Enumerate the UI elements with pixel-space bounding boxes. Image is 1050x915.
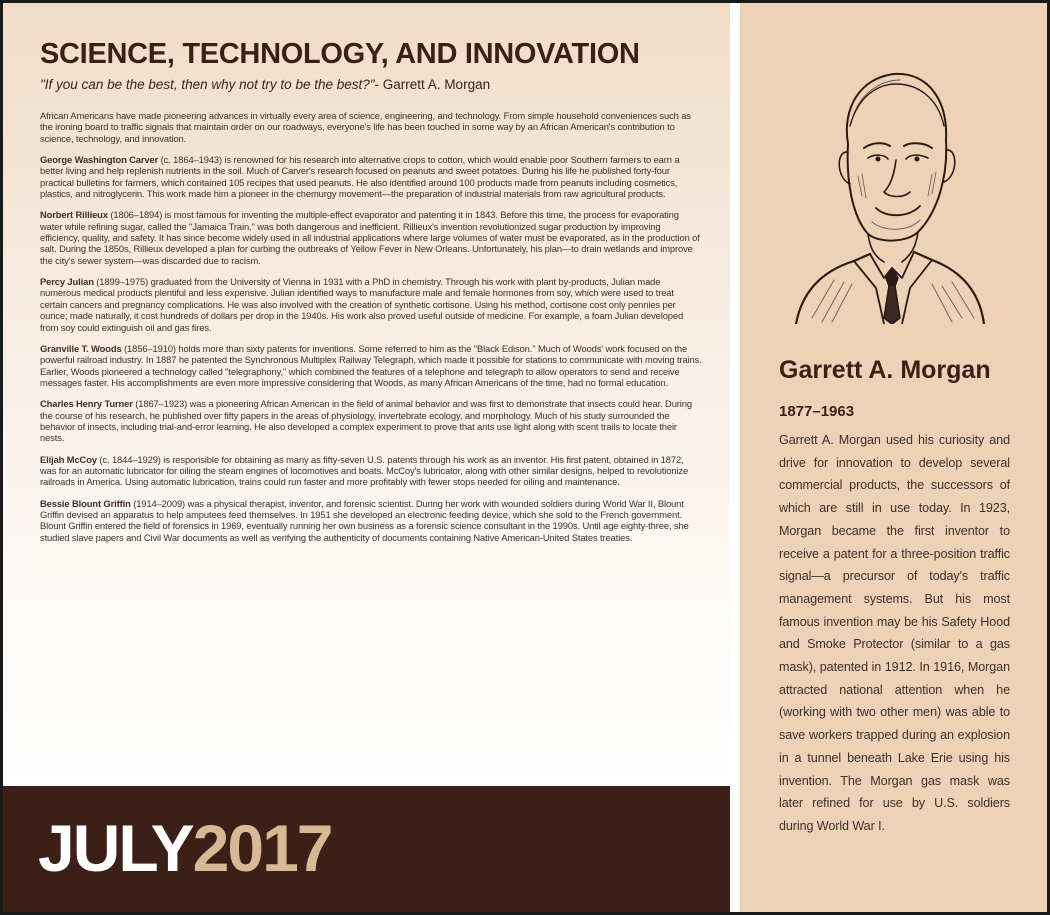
entry-rillieux	[40, 209, 702, 266]
entry-name: Norbert Rillieux	[40, 209, 108, 221]
sidebar-name: Garrett A. Morgan	[779, 356, 991, 384]
portrait-sketch-icon	[792, 56, 988, 324]
entry-turner	[40, 398, 702, 443]
sidebar-bio: Garrett A. Morgan used his curiosity and drive for innovation to develop several commercial products, the successors of which are still in use today. In 1923, Morgan became the first inventor to receive a patent for a three-position traffic signal—a precursor of today's traffic management systems. But his most famous invention may be his Safety Hood and Smoke Protector (similar to a gas mask), patented in 1912. In 1916, Morgan attracted national attention when he (working with two other men) was able to save workers trapped during an explosion in a tunnel beneath Lake Erie using his invention. The Morgan gas mask was later refined for use by U.S. soldiers during World War I.	[779, 433, 1010, 833]
article-body	[40, 110, 702, 553]
entry-name: Percy Julian	[40, 276, 94, 288]
month-year-title	[38, 808, 331, 888]
sidebar-years: 1877–1963	[779, 403, 855, 420]
entry-text: (1914–2009) was a physical therapist, inventor, and forensic scientist. During her work with wounded soldiers during World War II, Blount Griffin devised an apparatus to help amputees feed themselves. In 1951 she developed an electronic feeding device, which she sold to the French government. Blount Griffin entered the field of forensics in 1969, eventually running her own business as a forensic science consultant in the 1990s. Until age eighty-three, she studied slave papers and Civil War documents as well as verifying the authenticity of documents containing Native American-United States treaties.	[40, 497, 689, 543]
entry-text: (1899–1975) graduated from the University of Vienna in 1931 with a PhD in chemistry. Through his work with plant by-products, Julian made numerous medical products plentiful and less expensive. Julian identified ways to manufacture male and female hormones from soy, which were used to treat certain cancers and pregnancy complications. He was also involved with the creation of synthetic cortisone. Using his method, cortisone cost only pennies per ounce; made naturally, it cost hundreds of dollars per drop in the 1940s. His work also proved useful outside of medicine. For example, a foam Julian developed from soy could extinguish oil and gas fires.	[40, 276, 684, 333]
entry-text: (1806–1894) is most famous for inventing the multiple-effect evaporator and patenting it in 1843. Before this time, the process for evaporating water while refining sugar, called the "Jamaica Train," was both dangerous and inefficient. Rillieux's invention revolutionized sugar production by improving efficiency, quality, and safety. It has since become widely used in all industrial applications where large volumes of water must be evaporated, as in the production of salt. During the 1850s, Rillieux developed a plan for curbing the outbreaks of Yellow Fever in New Orleans. Unfortunately, his plan—to drain wetlands and improve the city's sewer system—was discarded due to racism.	[40, 209, 700, 266]
intro-paragraph: African Americans have made pioneering advances in virtually every area of science, engineering, and technology. From simple household conveniences such as the ironing board to traffic signals that maintain order on our roadways, everyone's life has been touched in some way by an African American's contribution to science, technology, and innovation.	[40, 110, 691, 144]
entry-carver	[40, 154, 702, 199]
entry-mccoy	[40, 454, 702, 488]
entry-name: Elijah McCoy	[40, 453, 97, 465]
quote-text: "If you can be the best, then why not try to be the best?"	[40, 77, 375, 92]
quote	[40, 76, 720, 94]
column-divider	[730, 3, 740, 912]
entry-name: Bessie Blount Griffin	[40, 497, 131, 509]
entry-name: George Washington Carver	[40, 154, 159, 166]
entry-woods	[40, 343, 702, 388]
entry-julian	[40, 276, 702, 333]
entry-griffin	[40, 498, 702, 543]
quote-author: - Garrett A. Morgan	[374, 77, 491, 92]
entry-name: Charles Henry Turner	[40, 398, 133, 410]
year-label: 2017	[192, 811, 332, 885]
entry-name: Granville T. Woods	[40, 342, 122, 354]
entry-text: (c. 1844–1929) is responsible for obtaining as many as fifty-seven U.S. patents through his work as an inventor. His first patent, obtained in 1872, was for an automatic lubricator for oiling the steam engines of locomotives and boats. McCoy's lubricator, along with other similar designs, helped to revolutionize railroads in America. Using automatic lubrication, trains could run faster and more profitably with fewer stops needed for oiling and maintenance.	[40, 453, 689, 488]
entry-text: (c. 1864–1943) is renowned for his research into alternative crops to cotton, which would enable poor Southern farmers to earn a better living and help replenish nutrients in the soil. Much of Carver's research focused on peanuts and sweet potatoes. During his life he published forty-four practical bulletins for farmers, which contained 105 recipes that used peanuts. He also identified around 100 products made from peanuts including cosmetics, plastics, and nitroglycerin. This work made him a pioneer in the chemurgy movement—the preparation of industrial materials from raw agricultural products.	[40, 154, 680, 200]
entry-text: (1856–1910) holds more than sixty patents for inventions. Some referred to him as the "Black Edison." Much of Woods' work focused on the powerful railroad industry. In 1887 he patented the Synchronous Multiplex Railway Telegraph, which made it possible for stations to communicate with moving trains. Earlier, Woods pioneered a technology called "telegraphony," which combined the features of a telephone and telegraph to allow operators to send and receive messages faster. His accomplishments are even more impressive considering that Woods, as many African Americans of the time, had no formal education.	[40, 342, 702, 388]
entry-text: (1867–1923) was a pioneering African American in the field of animal behavior and was first to demonstrate that insects could hear. During the course of his research, he published over fifty papers in the areas of physiology, invertebrate ecology, and morphology. Much of his study surrounded the behavior of insects, including trial-and-error learning. He also developed a complex experiment to prove that ants use light along with scent trails to locate their nests.	[40, 398, 692, 444]
page-title: SCIENCE, TECHNOLOGY, AND INNOVATION	[40, 38, 640, 70]
month-label: JULY	[38, 811, 193, 885]
